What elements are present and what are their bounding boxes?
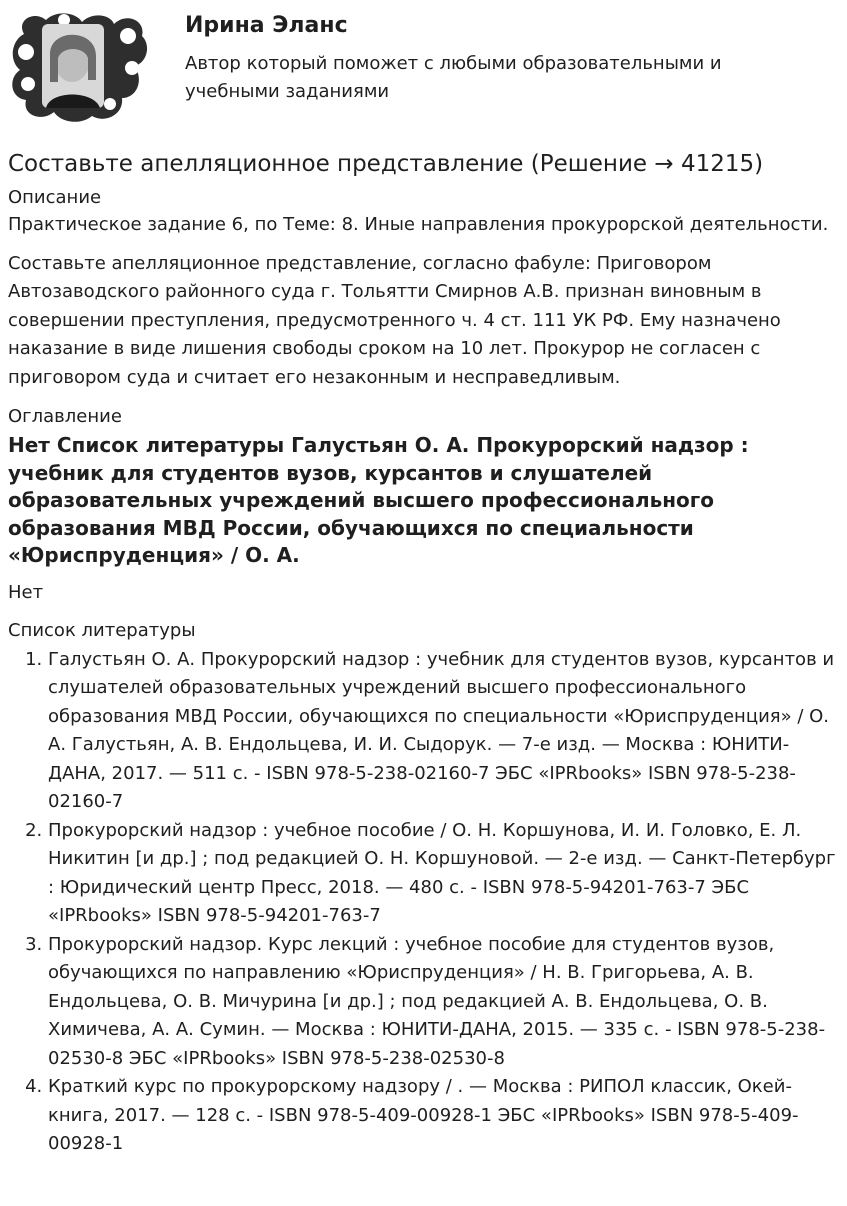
author-avatar	[6, 6, 152, 128]
references-list	[8, 646, 839, 1159]
references-label: Список литературы	[8, 619, 196, 641]
reference-item: 3. Прокурорский надзор. Курс лекций : учебное пособие для студентов вузов, обучающихся по направлению «Юриспруденция» / Н. В. Григорьева, А. В. Ендольцева, О. В. Мичурина [и др.] ; под редакцией А. В. Ендольцева, О. В. Химичева, А. А. Сумин. — Москва : ЮНИТИ-ДАНА, 2015. — 335 c. - ISBN 978-5-238-02530-8 ЭБС «IPRbooks» ISBN 978-5-238-02530-8	[48, 931, 839, 1074]
reference-item: 2. Прокурорский надзор : учебное пособие / О. Н. Коршунова, И. И. Головко, Е. Л. Никитин [и др.] ; под редакцией О. Н. Коршуновой. — 2-е изд. — Санкт-Петербург : Юридический центр Пресс, 2018. — 480 c. - ISBN 978-5-94201-763-7 ЭБС «IPRbooks» ISBN 978-5-94201-763-7	[48, 817, 839, 931]
author-name: Ирина Эланс	[185, 13, 348, 38]
toc-label: Оглавление	[8, 406, 122, 427]
description-paragraph: Составьте апелляционное представление, согласно фабуле: Приговором Автозаводского районного суда г. Тольятти Смирнов А.В. признан виновным в совершении преступления, предусмотренного ч. 4 ст. 111 УК РФ. Ему назначено наказание в виде лишения свободы сроком на 10 лет. Прокурор не согласен с приговором суда и считает его незаконным и несправедливым.	[8, 252, 781, 388]
author-header	[0, 0, 847, 135]
document-body	[0, 149, 847, 1159]
page-title: Составьте апелляционное представление (Решение → 41215)	[8, 151, 764, 177]
toc-text: Нет Список литературы Галустьян О. А. Прокурорский надзор : учебник для студентов вузов, курсантов и слушателей образовательных учреждений высшего профессионального образования МВД России, обучающихся по специальности «Юриспруденция» / О. А.	[8, 433, 749, 567]
reference-item: 1. Галустьян О. А. Прокурорский надзор : учебник для студентов вузов, курсантов и слушателей образовательных учреждений высшего профессионального образования МВД России, обучающихся по специальности «Юриспруденция» / О. А. Галустьян, А. В. Ендольцева, И. И. Сыдорук. — 7-е изд. — Москва : ЮНИТИ-ДАНА, 2017. — 511 c. - ISBN 978-5-238-02160-7 ЭБС «IPRbooks» ISBN 978-5-238-02160-7	[48, 646, 839, 817]
author-description: Автор который поможет с любыми образовательными и учебными заданиями	[185, 53, 722, 102]
description-label: Описание	[8, 187, 102, 208]
reference-item: 4. Краткий курс по прокурорскому надзору / . — Москва : РИПОЛ классик, Окей-книга, 2017. — 128 c. - ISBN 978-5-409-00928-1 ЭБС «IPRbooks» ISBN 978-5-409-00928-1	[48, 1073, 839, 1159]
description-paragraph: Практическое задание 6, по Теме: 8. Иные направления прокурорской деятельности.	[8, 214, 829, 235]
no-text: Нет	[8, 581, 44, 603]
film-reel-avatar-icon	[6, 6, 152, 128]
